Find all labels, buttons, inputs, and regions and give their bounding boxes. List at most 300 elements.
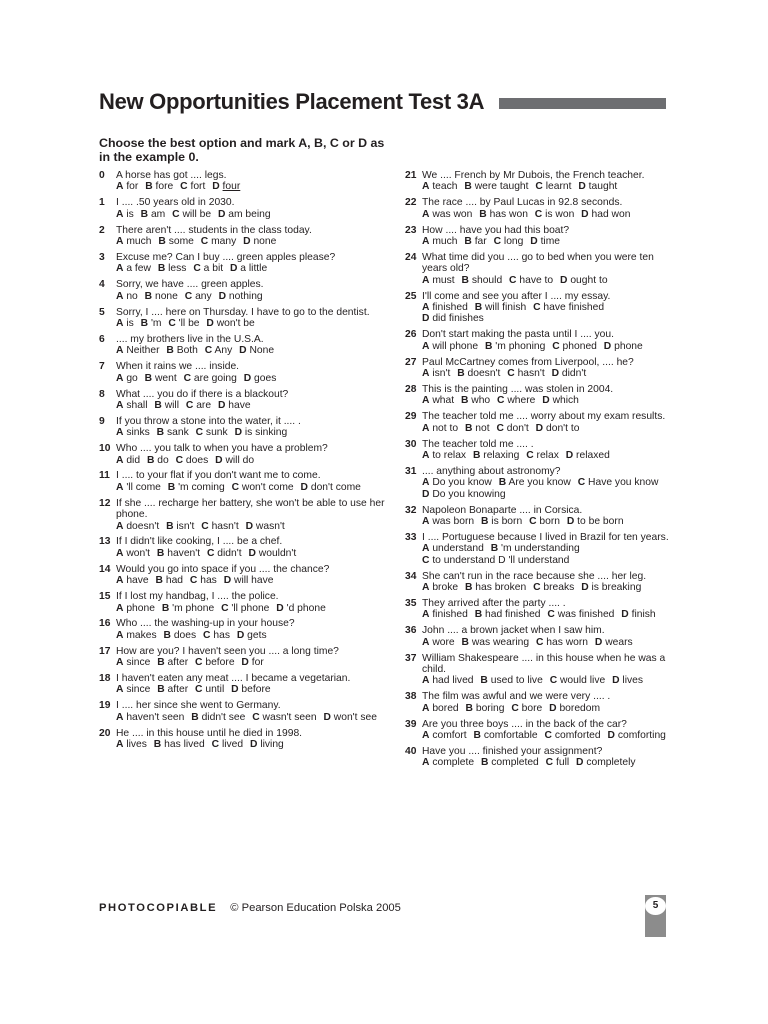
- answer-option: [535, 209, 575, 220]
- answer-option: [116, 712, 184, 723]
- question-stem: .... my brothers live in the U.S.A.: [116, 333, 264, 345]
- option-letter: A: [116, 481, 124, 493]
- option-text: am being: [228, 208, 271, 220]
- question-stem: I .... her since she went to Germany.: [116, 700, 281, 712]
- option-letter: B: [465, 702, 473, 714]
- question-stem: I .... to your flat if you don't want me to come.: [116, 470, 321, 482]
- question-stem: What time did you .... go to bed when you were ten years old?: [422, 251, 654, 275]
- option-text: where: [507, 395, 536, 407]
- option-text: go: [126, 372, 138, 384]
- option-text: a few: [126, 263, 151, 275]
- question-stem: The teacher told me .... .: [422, 438, 534, 450]
- answer-option: [578, 181, 617, 192]
- answer-options: [116, 181, 389, 192]
- question-item: [99, 646, 389, 669]
- option-text: didn't: [217, 547, 242, 559]
- answer-option: [168, 318, 199, 329]
- answer-option: [156, 575, 184, 586]
- option-letter: A: [116, 629, 124, 641]
- answer-option: [116, 455, 140, 466]
- answer-option: [475, 609, 541, 620]
- option-text: is breaking: [591, 582, 642, 594]
- question-item: [99, 252, 389, 275]
- option-text: didn't see: [201, 711, 246, 723]
- option-text: none: [154, 290, 178, 302]
- question-item: [405, 411, 670, 434]
- option-letter: A: [422, 609, 430, 621]
- option-letter: A: [422, 675, 430, 687]
- answer-option: [576, 757, 636, 768]
- answer-options: [422, 275, 670, 286]
- answer-options: [116, 548, 389, 559]
- answer-option: [480, 675, 542, 686]
- option-text: isn't: [176, 520, 195, 532]
- option-text: boring: [475, 702, 505, 714]
- question-stem: If you throw a stone into the water, it .... .: [116, 415, 301, 427]
- option-letter: D: [542, 395, 550, 407]
- option-text: 'm phoning: [495, 340, 546, 352]
- question-stem: A horse has got .... legs.: [116, 170, 227, 181]
- answer-option: [157, 548, 200, 559]
- answer-option: [243, 236, 276, 247]
- answer-option: [422, 341, 478, 352]
- option-text: bored: [432, 702, 459, 714]
- question-item: [99, 591, 389, 614]
- option-text: hasn't: [211, 520, 239, 532]
- option-letter: A: [116, 711, 124, 723]
- option-text: doesn't: [126, 520, 160, 532]
- answer-option: [604, 341, 643, 352]
- option-letter: C: [200, 236, 209, 248]
- answer-option: [422, 450, 466, 461]
- option-text: do: [157, 454, 169, 466]
- answer-option: [464, 181, 528, 192]
- answer-option: [549, 703, 600, 714]
- answer-option: [422, 395, 454, 406]
- option-text: completed: [491, 757, 539, 769]
- option-text: complete: [432, 757, 475, 769]
- option-letter: C: [172, 208, 180, 220]
- option-text: is: [126, 208, 134, 220]
- question-item: [99, 225, 389, 248]
- answer-options: [422, 516, 670, 527]
- question-item: [99, 307, 389, 330]
- answer-option: [422, 609, 468, 620]
- answer-option: [193, 263, 223, 274]
- question-number: 32: [405, 504, 417, 516]
- option-letter: B: [464, 181, 472, 193]
- answer-option: [473, 450, 519, 461]
- question-stem: What .... you do if there is a blackout?: [116, 388, 289, 400]
- option-letter: C: [535, 181, 543, 193]
- answer-options: [116, 209, 389, 220]
- question-number: 16: [99, 618, 111, 630]
- question-stem: Who .... you talk to when you have a problem?: [116, 443, 328, 455]
- question-stem: How are you? I haven't seen you .... a long time?: [116, 645, 339, 657]
- option-text: is sinking: [244, 427, 288, 439]
- option-letter: C: [493, 236, 502, 248]
- answer-options: [116, 427, 389, 438]
- question-number: 12: [99, 497, 111, 509]
- question-stem: When it rains we .... inside.: [116, 361, 240, 373]
- option-text: used to live: [490, 675, 543, 687]
- answer-option: [145, 373, 177, 384]
- option-text: not to: [432, 422, 459, 434]
- option-letter: D: [581, 582, 589, 594]
- question-item: [405, 252, 670, 286]
- question-stem: If I lost my handbag, I .... the police.: [116, 591, 279, 603]
- option-text: full: [555, 757, 570, 769]
- answer-option: [116, 345, 160, 356]
- question-number: 39: [405, 718, 417, 730]
- option-letter: B: [156, 427, 165, 439]
- question-number: 33: [405, 531, 417, 543]
- answer-option: [116, 400, 148, 411]
- answer-option: [567, 516, 624, 527]
- option-text: doesn't: [467, 368, 501, 380]
- answer-option: [301, 482, 361, 493]
- option-text: am: [150, 208, 166, 220]
- option-text: breaks: [543, 582, 575, 594]
- question-item: [99, 443, 389, 466]
- option-letter: B: [461, 274, 469, 286]
- question-number: 14: [99, 563, 111, 575]
- option-letter: D: [576, 757, 584, 769]
- option-text: Neither: [126, 345, 160, 357]
- option-letter: C: [533, 302, 541, 314]
- option-letter: C: [195, 657, 203, 669]
- option-text: long: [503, 236, 524, 248]
- option-letter: D: [231, 684, 239, 696]
- option-text: phone: [126, 602, 155, 614]
- answer-option: [157, 657, 188, 668]
- answer-option: [195, 684, 224, 695]
- answer-option: [461, 395, 490, 406]
- question-stem: I'll come and see you after I .... my essay.: [422, 290, 611, 302]
- question-number: 36: [405, 625, 417, 637]
- option-letter: D: [215, 454, 223, 466]
- option-text: isn't: [432, 368, 451, 380]
- question-stem: .... anything about astronomy?: [422, 465, 561, 477]
- option-text: finished: [432, 609, 468, 621]
- answer-option: [248, 548, 296, 559]
- option-letter: A: [422, 516, 430, 528]
- question-item: [405, 291, 670, 325]
- question-item: [405, 439, 670, 462]
- option-letter: C: [529, 516, 537, 528]
- answer-option: [507, 368, 544, 379]
- answer-option: [465, 423, 490, 434]
- option-text: hasn't: [517, 368, 545, 380]
- answer-option: [511, 703, 542, 714]
- answer-options: [116, 684, 389, 695]
- page-tab: [645, 895, 666, 937]
- answer-option: [464, 236, 486, 247]
- answer-options: [116, 291, 389, 302]
- question-number: 1: [99, 197, 105, 209]
- option-text: finish: [631, 609, 656, 621]
- option-text: no: [126, 290, 138, 302]
- question-item: [99, 536, 389, 559]
- option-letter: B: [464, 582, 473, 594]
- option-letter: D: [276, 602, 284, 614]
- question-item: [405, 571, 670, 594]
- answer-option: [475, 302, 527, 313]
- answer-option: [581, 582, 641, 593]
- answer-option: [491, 543, 580, 554]
- option-text: won't see: [333, 711, 377, 723]
- answer-options: [116, 712, 389, 723]
- option-text: will phone: [432, 340, 479, 352]
- option-letter: C: [203, 629, 211, 641]
- option-letter: C: [231, 481, 240, 493]
- option-text: didn't: [561, 368, 587, 380]
- option-text: went: [154, 372, 177, 384]
- answer-option: [232, 482, 294, 493]
- option-letter: C: [509, 274, 517, 286]
- option-text: have: [228, 399, 251, 411]
- question-number: 38: [405, 691, 417, 703]
- option-letter: C: [201, 520, 209, 532]
- question-number: 2: [99, 224, 105, 236]
- answer-option: [422, 543, 484, 554]
- option-letter: A: [116, 317, 124, 329]
- option-letter: A: [116, 372, 124, 384]
- answer-option: [595, 637, 633, 648]
- answer-option: [116, 181, 138, 192]
- answer-option: [530, 236, 560, 247]
- option-letter: D: [549, 702, 557, 714]
- option-letter: C: [549, 675, 558, 687]
- question-item: [405, 357, 670, 380]
- answer-option: [116, 548, 150, 559]
- question-item: [405, 197, 670, 220]
- question-number: 15: [99, 591, 111, 603]
- option-letter: C: [175, 454, 184, 466]
- option-text: wouldn't: [258, 547, 297, 559]
- question-number: 7: [99, 361, 105, 373]
- option-text: won't: [126, 547, 151, 559]
- option-text: would live: [560, 675, 606, 687]
- answer-options: [116, 657, 389, 668]
- question-item: [405, 598, 670, 621]
- option-letter: D: [566, 516, 575, 528]
- answer-option: [422, 368, 450, 379]
- answer-option: [191, 712, 245, 723]
- option-letter: C: [544, 730, 552, 742]
- answer-option: [212, 181, 240, 192]
- option-letter: D: [218, 290, 226, 302]
- answer-option: [529, 516, 560, 527]
- option-text: don't: [506, 422, 529, 434]
- answer-option: [497, 395, 535, 406]
- option-letter: C: [189, 575, 198, 587]
- answer-option: [499, 477, 571, 488]
- option-text: was born: [432, 516, 475, 528]
- option-letter: B: [460, 395, 469, 407]
- answer-option: [276, 603, 326, 614]
- answer-option: [422, 302, 468, 313]
- option-text: has: [200, 575, 217, 587]
- option-letter: A: [422, 582, 430, 594]
- answer-option: [466, 703, 505, 714]
- question-item: [405, 719, 670, 742]
- option-text: teach: [432, 181, 458, 193]
- option-letter: D: [223, 575, 232, 587]
- question-item: [99, 416, 389, 439]
- option-letter: B: [464, 422, 473, 434]
- question-item: [99, 673, 389, 696]
- question-stem: Who .... the washing-up in your house?: [116, 618, 295, 630]
- question-stem: Would you go into space if you .... the chance?: [116, 563, 330, 575]
- answer-option: [422, 516, 474, 527]
- answer-option: [145, 181, 173, 192]
- option-letter: C: [211, 739, 220, 751]
- option-letter: C: [168, 317, 176, 329]
- answer-option: [608, 730, 666, 741]
- option-letter: D: [250, 739, 258, 751]
- option-text: 'll come: [126, 481, 161, 493]
- answer-options: [422, 341, 670, 352]
- answer-option: [536, 637, 588, 648]
- option-text: wore: [432, 636, 455, 648]
- option-letter: C: [545, 757, 554, 769]
- question-number: 35: [405, 598, 417, 609]
- answer-option: [196, 427, 228, 438]
- option-letter: C: [422, 554, 430, 566]
- answer-option: [116, 236, 152, 247]
- option-letter: A: [422, 636, 430, 648]
- option-text: relaxing: [483, 450, 520, 462]
- answer-option: [215, 455, 254, 466]
- option-letter: A: [116, 290, 124, 302]
- answer-options: [116, 630, 389, 641]
- option-letter: C: [195, 427, 204, 439]
- option-letter: B: [191, 711, 199, 723]
- question-item: [99, 279, 389, 302]
- answer-option: [481, 757, 539, 768]
- answer-options: [422, 181, 670, 192]
- option-letter: D: [594, 636, 603, 648]
- answer-option: [566, 450, 610, 461]
- option-letter: C: [221, 602, 229, 614]
- option-letter: B: [457, 368, 465, 380]
- option-text: after: [167, 657, 189, 669]
- questions-right-column: [405, 170, 670, 773]
- option-letter: B: [157, 684, 165, 696]
- option-text: Any: [214, 345, 233, 357]
- question-item: [405, 225, 670, 248]
- option-letter: A: [116, 181, 124, 193]
- option-letter: A: [422, 543, 430, 555]
- question-stem: If I didn't like cooking, I .... be a chef.: [116, 536, 283, 548]
- option-letter: A: [116, 602, 124, 614]
- option-letter: A: [116, 263, 124, 275]
- option-text: has worn: [546, 636, 589, 648]
- title-decor-bar: [499, 98, 666, 109]
- answer-option: [221, 603, 269, 614]
- answer-option: [496, 423, 528, 434]
- option-text: understand: [432, 543, 484, 555]
- option-letter: A: [422, 181, 430, 193]
- option-letter: B: [473, 730, 481, 742]
- option-letter: A: [422, 477, 430, 489]
- option-text: won't come: [241, 481, 294, 493]
- option-text: have: [126, 575, 149, 587]
- answer-option: [116, 630, 157, 641]
- option-text: since: [126, 657, 151, 669]
- answer-option: [116, 318, 134, 329]
- question-number: 0: [99, 170, 105, 181]
- option-text: will have: [234, 575, 274, 587]
- option-text: has broken: [475, 582, 527, 594]
- answer-option: [552, 368, 587, 379]
- option-letter: B: [474, 609, 483, 621]
- option-letter: D: [300, 481, 308, 493]
- answer-option: [195, 657, 235, 668]
- option-text: which: [552, 395, 579, 407]
- answer-option: [218, 400, 251, 411]
- option-text: Have you know: [588, 477, 659, 489]
- option-letter: D: [236, 629, 245, 641]
- answer-option: [422, 423, 458, 434]
- question-number: 34: [405, 570, 417, 582]
- option-letter: D: [578, 181, 586, 193]
- option-text: makes: [126, 629, 157, 641]
- answer-options: [422, 477, 670, 500]
- option-letter: C: [533, 582, 541, 594]
- option-text: was finished: [557, 609, 615, 621]
- option-letter: B: [154, 399, 162, 411]
- option-letter: B: [163, 629, 171, 641]
- answer-option: [184, 373, 237, 384]
- option-text: wasn't: [255, 520, 285, 532]
- option-text: a bit: [203, 263, 224, 275]
- answer-option: [244, 373, 277, 384]
- option-letter: A: [422, 422, 430, 434]
- option-text: 'd phone: [286, 602, 326, 614]
- question-number: 19: [99, 700, 111, 712]
- question-item: [405, 691, 670, 714]
- option-letter: A: [422, 208, 430, 220]
- option-text: for: [126, 181, 139, 193]
- option-text: phoned: [562, 340, 597, 352]
- option-letter: B: [166, 520, 174, 532]
- question-number: 22: [405, 197, 417, 209]
- question-stem: Sorry, I .... here on Thursday. I have to go to the dentist.: [116, 306, 370, 318]
- option-letter: B: [167, 481, 176, 493]
- answer-option: [509, 275, 553, 286]
- answer-option: [547, 609, 614, 620]
- option-letter: B: [498, 477, 507, 489]
- answer-options: [116, 236, 389, 247]
- answer-option: [535, 181, 571, 192]
- option-text: a little: [240, 263, 268, 275]
- answer-option: [116, 684, 150, 695]
- option-text: learnt: [545, 181, 572, 193]
- answer-option: [116, 739, 147, 750]
- option-letter: C: [547, 609, 555, 621]
- answer-options: [116, 521, 389, 532]
- answer-option: [612, 675, 643, 686]
- option-letter: C: [204, 345, 213, 357]
- option-letter: B: [157, 263, 166, 275]
- answer-option: [250, 739, 284, 750]
- answer-option: [201, 236, 237, 247]
- answer-option: [201, 521, 238, 532]
- option-letter: B: [490, 543, 499, 555]
- option-letter: C: [507, 368, 515, 380]
